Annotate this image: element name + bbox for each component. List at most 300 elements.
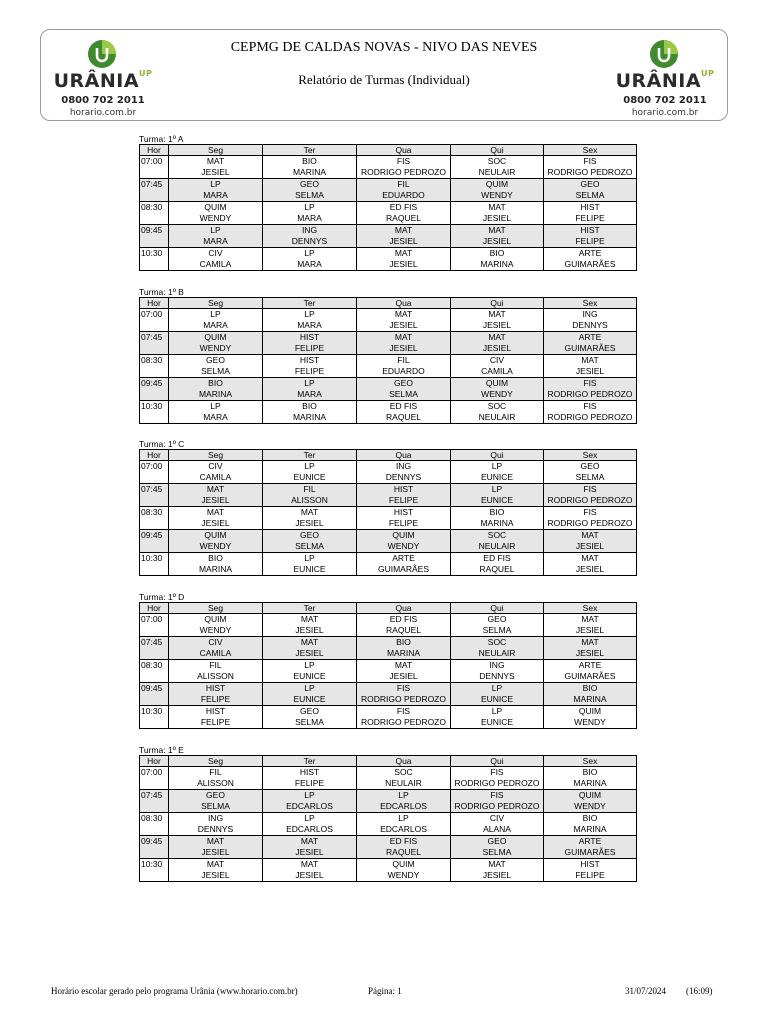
subject: MAT <box>581 637 599 647</box>
lesson-cell <box>451 530 544 553</box>
turma-block <box>139 287 636 424</box>
teacher: EUNICE <box>480 694 514 704</box>
lesson-cell <box>451 484 544 507</box>
lesson-cell <box>169 248 263 271</box>
table-row <box>140 614 637 637</box>
teacher: SELMA <box>201 366 230 376</box>
teacher: WENDY <box>574 717 606 727</box>
teacher: RAQUEL <box>386 625 421 635</box>
lesson-cell <box>263 484 357 507</box>
turma-label: Turma: 1º D <box>139 592 185 602</box>
teacher: MARA <box>297 213 322 223</box>
time-cell: 09:45 <box>140 836 169 859</box>
lesson-cell <box>169 332 263 355</box>
teacher: NEULAIR <box>478 541 516 551</box>
lesson-cell <box>357 355 451 378</box>
teacher: JESIEL <box>201 870 230 880</box>
turma-block <box>139 134 636 271</box>
teacher: EDCARLOS <box>286 824 333 834</box>
column-header: Sex <box>544 145 637 156</box>
lesson-cell <box>263 401 357 424</box>
lesson-cell <box>357 378 451 401</box>
column-header: Hor <box>140 756 169 767</box>
lesson-cell <box>451 553 544 576</box>
subject: LP <box>304 553 315 563</box>
subject: GEO <box>300 530 319 540</box>
footer-time: (16:09) <box>686 986 713 996</box>
lesson-cell <box>263 332 357 355</box>
teacher: EUNICE <box>480 472 514 482</box>
column-header: Qua <box>357 603 451 614</box>
column-header: Sex <box>544 450 637 461</box>
subject: CIV <box>489 355 505 365</box>
subject: ARTE <box>392 553 415 563</box>
subject: ARTE <box>578 660 602 670</box>
subject: SOC <box>394 767 413 777</box>
lesson-cell <box>451 507 544 530</box>
subject: LP <box>491 484 503 494</box>
teacher: RAQUEL <box>386 213 421 223</box>
teacher: WENDY <box>481 190 513 200</box>
column-header: Qua <box>357 298 451 309</box>
lesson-cell <box>263 706 357 729</box>
teacher: ALISSON <box>197 671 234 681</box>
table-row <box>140 225 637 248</box>
column-header: Qua <box>357 450 451 461</box>
teacher: DENNYS <box>291 236 328 246</box>
teacher: ALISSON <box>197 778 234 788</box>
subject: MAT <box>581 614 599 624</box>
lesson-cell <box>357 248 451 271</box>
lesson-cell <box>544 859 637 882</box>
footer-generator: Horário escolar gerado pelo programa Urânia (www.horario.com.br) <box>51 986 298 996</box>
lesson-cell <box>357 309 451 332</box>
time-cell: 07:45 <box>140 790 169 813</box>
lesson-cell <box>357 484 451 507</box>
teacher: RODRIGO PEDROZO <box>360 167 446 177</box>
lesson-cell <box>357 507 451 530</box>
subject: CIV <box>489 813 505 823</box>
turma-label: Turma: 1º E <box>139 745 184 755</box>
lesson-cell <box>451 706 544 729</box>
timetable <box>139 297 637 424</box>
teacher: RODRIGO PEDROZO <box>547 495 633 505</box>
subject: LP <box>210 225 221 235</box>
subject: LP <box>304 683 315 693</box>
subject: BIO <box>396 637 411 647</box>
time-cell: 07:00 <box>140 309 169 332</box>
teacher: EDCARLOS <box>380 824 427 834</box>
teacher: JESIEL <box>389 259 418 269</box>
subject: LP <box>491 683 503 693</box>
teacher: SELMA <box>201 801 230 811</box>
teacher: RODRIGO PEDROZO <box>360 717 446 727</box>
subject: LP <box>304 309 315 319</box>
teacher: JESIEL <box>575 366 605 376</box>
time-cell: 09:45 <box>140 683 169 706</box>
time-cell: 07:45 <box>140 332 169 355</box>
teacher: JESIEL <box>389 236 418 246</box>
teacher: JESIEL <box>482 213 512 223</box>
subject: HIST <box>393 507 414 517</box>
logo-site: horario.com.br <box>69 108 137 118</box>
subject: ARTE <box>578 332 602 342</box>
subject: BIO <box>302 401 317 411</box>
time-cell: 09:45 <box>140 225 169 248</box>
subject: GEO <box>394 378 413 388</box>
subject: QUIM <box>392 859 415 869</box>
teacher: MARA <box>203 190 228 200</box>
lesson-cell <box>263 553 357 576</box>
school-title: CEPMG DE CALDAS NOVAS - NIVO DAS NEVES <box>230 40 538 55</box>
logo-phone: 0800 702 2011 <box>61 95 145 106</box>
column-header: Hor <box>140 450 169 461</box>
teacher: JESIEL <box>482 870 512 880</box>
teacher: FELIPE <box>388 518 419 528</box>
lesson-cell <box>263 202 357 225</box>
logo-phone: 0800 702 2011 <box>623 95 707 106</box>
subject: LP <box>304 790 315 800</box>
lesson-cell <box>544 156 637 179</box>
subject: GEO <box>206 790 225 800</box>
urania-circle-icon <box>649 39 679 69</box>
subject: SOC <box>487 401 507 411</box>
lesson-cell <box>263 683 357 706</box>
lesson-cell <box>263 790 357 813</box>
column-header: Qui <box>451 603 544 614</box>
teacher: NEULAIR <box>478 648 516 658</box>
teacher: JESIEL <box>389 320 418 330</box>
subject: QUIM <box>485 179 509 189</box>
lesson-cell <box>451 179 544 202</box>
teacher: JESIEL <box>295 648 324 658</box>
table-row <box>140 790 637 813</box>
lesson-cell <box>357 859 451 882</box>
column-header: Sex <box>544 756 637 767</box>
table-row <box>140 859 637 882</box>
teacher: JESIEL <box>389 671 418 681</box>
teacher: CAMILA <box>199 259 232 269</box>
table-row <box>140 309 637 332</box>
subject: HIST <box>205 683 226 693</box>
lesson-cell <box>544 660 637 683</box>
subject: CIV <box>208 461 223 471</box>
lesson-cell <box>169 614 263 637</box>
lesson-cell <box>544 401 637 424</box>
teacher: FELIPE <box>388 495 419 505</box>
table-row <box>140 248 637 271</box>
lesson-cell <box>451 156 544 179</box>
subject: FIL <box>209 767 222 777</box>
column-header: Sex <box>544 298 637 309</box>
subject: BIO <box>489 248 505 258</box>
lesson-cell <box>169 484 263 507</box>
lesson-cell <box>544 355 637 378</box>
lesson-cell <box>451 461 544 484</box>
teacher: JESIEL <box>575 564 605 574</box>
subject: ING <box>395 461 412 471</box>
column-header: Qui <box>451 145 544 156</box>
time-cell: 07:45 <box>140 484 169 507</box>
lesson-cell <box>451 355 544 378</box>
subject: QUIM <box>392 530 415 540</box>
report-header <box>40 29 728 121</box>
teacher: EUNICE <box>293 671 326 681</box>
subject: MAT <box>581 530 599 540</box>
lesson-cell <box>357 836 451 859</box>
lesson-cell <box>169 179 263 202</box>
lesson-cell <box>263 156 357 179</box>
timetable <box>139 602 637 729</box>
lesson-cell <box>451 614 544 637</box>
logo-wordmark: $URÂNIA^{UP}$ <box>615 68 715 92</box>
subject: MAT <box>300 836 319 846</box>
lesson-cell <box>451 202 544 225</box>
teacher: FELIPE <box>294 343 325 353</box>
lesson-cell <box>169 461 263 484</box>
lesson-cell <box>263 378 357 401</box>
lesson-cell <box>357 614 451 637</box>
table-row <box>140 179 637 202</box>
lesson-cell <box>169 355 263 378</box>
subject: LP <box>210 179 221 189</box>
column-header: Hor <box>140 603 169 614</box>
teacher: RAQUEL <box>386 847 421 857</box>
table-row <box>140 332 637 355</box>
teacher: RAQUEL <box>386 412 421 422</box>
teacher: MARINA <box>292 167 327 177</box>
lesson-cell <box>357 553 451 576</box>
time-cell: 07:45 <box>140 179 169 202</box>
column-header: Qua <box>357 145 451 156</box>
table-row <box>140 378 637 401</box>
turma-block <box>139 592 636 729</box>
lesson-cell <box>357 660 451 683</box>
column-header: Hor <box>140 298 169 309</box>
teacher: JESIEL <box>389 343 418 353</box>
subject: BIO <box>582 683 598 693</box>
teacher: SELMA <box>575 190 605 200</box>
teacher: EDUARDO <box>382 366 425 376</box>
header-row <box>140 298 637 309</box>
time-cell: 08:30 <box>140 507 169 530</box>
lesson-cell <box>169 378 263 401</box>
subject: ED FIS <box>389 614 418 624</box>
time-cell: 07:00 <box>140 461 169 484</box>
teacher: CAMILA <box>199 472 232 482</box>
teacher: FELIPE <box>294 366 325 376</box>
table-row <box>140 355 637 378</box>
subject: MAT <box>488 202 506 212</box>
teacher: NEULAIR <box>478 167 516 177</box>
subject: ARTE <box>578 836 602 846</box>
lesson-cell <box>357 813 451 836</box>
teacher: CAMILA <box>199 648 232 658</box>
time-cell: 07:00 <box>140 767 169 790</box>
table-row <box>140 660 637 683</box>
subject: BIO <box>208 553 223 563</box>
teacher: GUIMARÃES <box>564 259 616 269</box>
lesson-cell <box>544 790 637 813</box>
teacher: MARINA <box>198 564 233 574</box>
subject: LP <box>304 378 315 388</box>
subject: HIST <box>299 332 320 342</box>
teacher: SELMA <box>295 541 324 551</box>
teacher: RODRIGO PEDROZO <box>454 801 540 811</box>
lesson-cell <box>451 813 544 836</box>
header-row <box>140 145 637 156</box>
lesson-cell <box>357 637 451 660</box>
column-header: Ter <box>263 756 357 767</box>
teacher: RODRIGO PEDROZO <box>547 167 633 177</box>
lesson-cell <box>451 660 544 683</box>
teacher: SELMA <box>575 472 605 482</box>
subject: GEO <box>487 836 507 846</box>
table-row <box>140 401 637 424</box>
lesson-cell <box>263 355 357 378</box>
subject: CIV <box>208 637 223 647</box>
subject: SOC <box>487 530 507 540</box>
subject: FIS <box>396 706 411 716</box>
column-header: Seg <box>169 603 263 614</box>
subject: BIO <box>302 156 317 166</box>
lesson-cell <box>263 507 357 530</box>
lesson-cell <box>263 179 357 202</box>
subject: ED FIS <box>389 401 418 411</box>
column-header: Seg <box>169 298 263 309</box>
teacher: WENDY <box>481 389 513 399</box>
time-cell: 07:00 <box>140 614 169 637</box>
lesson-cell <box>357 790 451 813</box>
lesson-cell <box>169 660 263 683</box>
lesson-cell <box>544 461 637 484</box>
subject: MAT <box>300 507 319 517</box>
subject: QUIM <box>204 614 227 624</box>
teacher: WENDY <box>199 541 232 551</box>
lesson-cell <box>169 767 263 790</box>
subject: ED FIS <box>389 836 418 846</box>
lesson-cell <box>357 225 451 248</box>
subject: BIO <box>208 378 223 388</box>
timetable <box>139 449 637 576</box>
lesson-cell <box>451 790 544 813</box>
teacher: JESIEL <box>201 167 230 177</box>
subject: QUIM <box>578 706 602 716</box>
subject: HIST <box>580 859 600 869</box>
subject: LP <box>304 248 315 258</box>
subject: FIS <box>583 378 597 388</box>
teacher: GUIMARÃES <box>564 671 616 681</box>
lesson-cell <box>544 248 637 271</box>
lesson-cell <box>357 767 451 790</box>
lesson-cell <box>169 859 263 882</box>
lesson-cell <box>169 156 263 179</box>
subject: FIS <box>490 767 504 777</box>
teacher: DENNYS <box>479 671 515 681</box>
subject: HIST <box>205 706 226 716</box>
teacher: MARA <box>203 320 228 330</box>
teacher: GUIMARÃES <box>564 343 616 353</box>
table-row <box>140 706 637 729</box>
logo-wordmark: $URÂNIA^{UP}$ <box>53 68 153 92</box>
lesson-cell <box>169 706 263 729</box>
lesson-cell <box>451 401 544 424</box>
lesson-cell <box>357 179 451 202</box>
teacher: MARINA <box>292 412 327 422</box>
subject: FIL <box>303 484 316 494</box>
teacher: FELIPE <box>575 870 605 880</box>
column-header: Hor <box>140 145 169 156</box>
report-subtitle: Relatório de Turmas (Individual) <box>298 72 470 87</box>
subject: MAT <box>488 309 506 319</box>
timetable <box>139 144 637 271</box>
lesson-cell <box>357 530 451 553</box>
lesson-cell <box>357 202 451 225</box>
lesson-cell <box>169 225 263 248</box>
lesson-cell <box>357 683 451 706</box>
lesson-cell <box>263 225 357 248</box>
teacher: FELIPE <box>575 213 605 223</box>
teacher: FELIPE <box>294 778 325 788</box>
teacher: FELIPE <box>200 694 231 704</box>
teacher: NEULAIR <box>478 412 516 422</box>
column-header: Seg <box>169 756 263 767</box>
lesson-cell <box>357 401 451 424</box>
lesson-cell <box>544 202 637 225</box>
subject: MAT <box>206 836 225 846</box>
lesson-cell <box>263 859 357 882</box>
subject: FIS <box>583 156 597 166</box>
subject: FIS <box>396 156 411 166</box>
subject: LP <box>491 706 503 716</box>
teacher: RAQUEL <box>479 564 515 574</box>
teacher: MARA <box>297 259 322 269</box>
teacher: RODRIGO PEDROZO <box>547 412 633 422</box>
teacher: SELMA <box>389 389 418 399</box>
subject: MAT <box>488 332 506 342</box>
teacher: WENDY <box>387 541 420 551</box>
footer-date: 31/07/2024 <box>625 986 667 996</box>
teacher: NEULAIR <box>385 778 422 788</box>
teacher: JESIEL <box>482 320 512 330</box>
table-row <box>140 484 637 507</box>
lesson-cell <box>169 836 263 859</box>
subject: ING <box>489 660 505 670</box>
teacher: JESIEL <box>482 236 512 246</box>
subject: BIO <box>489 507 505 517</box>
footer-page: Página: 1 <box>368 986 402 996</box>
teacher: FELIPE <box>575 236 605 246</box>
teacher: CAMILA <box>481 366 513 376</box>
lesson-cell <box>451 836 544 859</box>
lesson-cell <box>169 507 263 530</box>
subject: GEO <box>487 614 507 624</box>
lesson-cell <box>263 637 357 660</box>
subject: LP <box>304 813 315 823</box>
table-row <box>140 836 637 859</box>
lesson-cell <box>451 332 544 355</box>
subject: LP <box>398 813 409 823</box>
subject: FIS <box>583 507 597 517</box>
teacher: EUNICE <box>293 694 326 704</box>
time-cell: 09:45 <box>140 378 169 401</box>
teacher: JESIEL <box>201 518 230 528</box>
subject: MAT <box>394 248 413 258</box>
subject: MAT <box>394 225 413 235</box>
subject: MAT <box>300 637 319 647</box>
teacher: WENDY <box>574 801 606 811</box>
column-header: Seg <box>169 450 263 461</box>
